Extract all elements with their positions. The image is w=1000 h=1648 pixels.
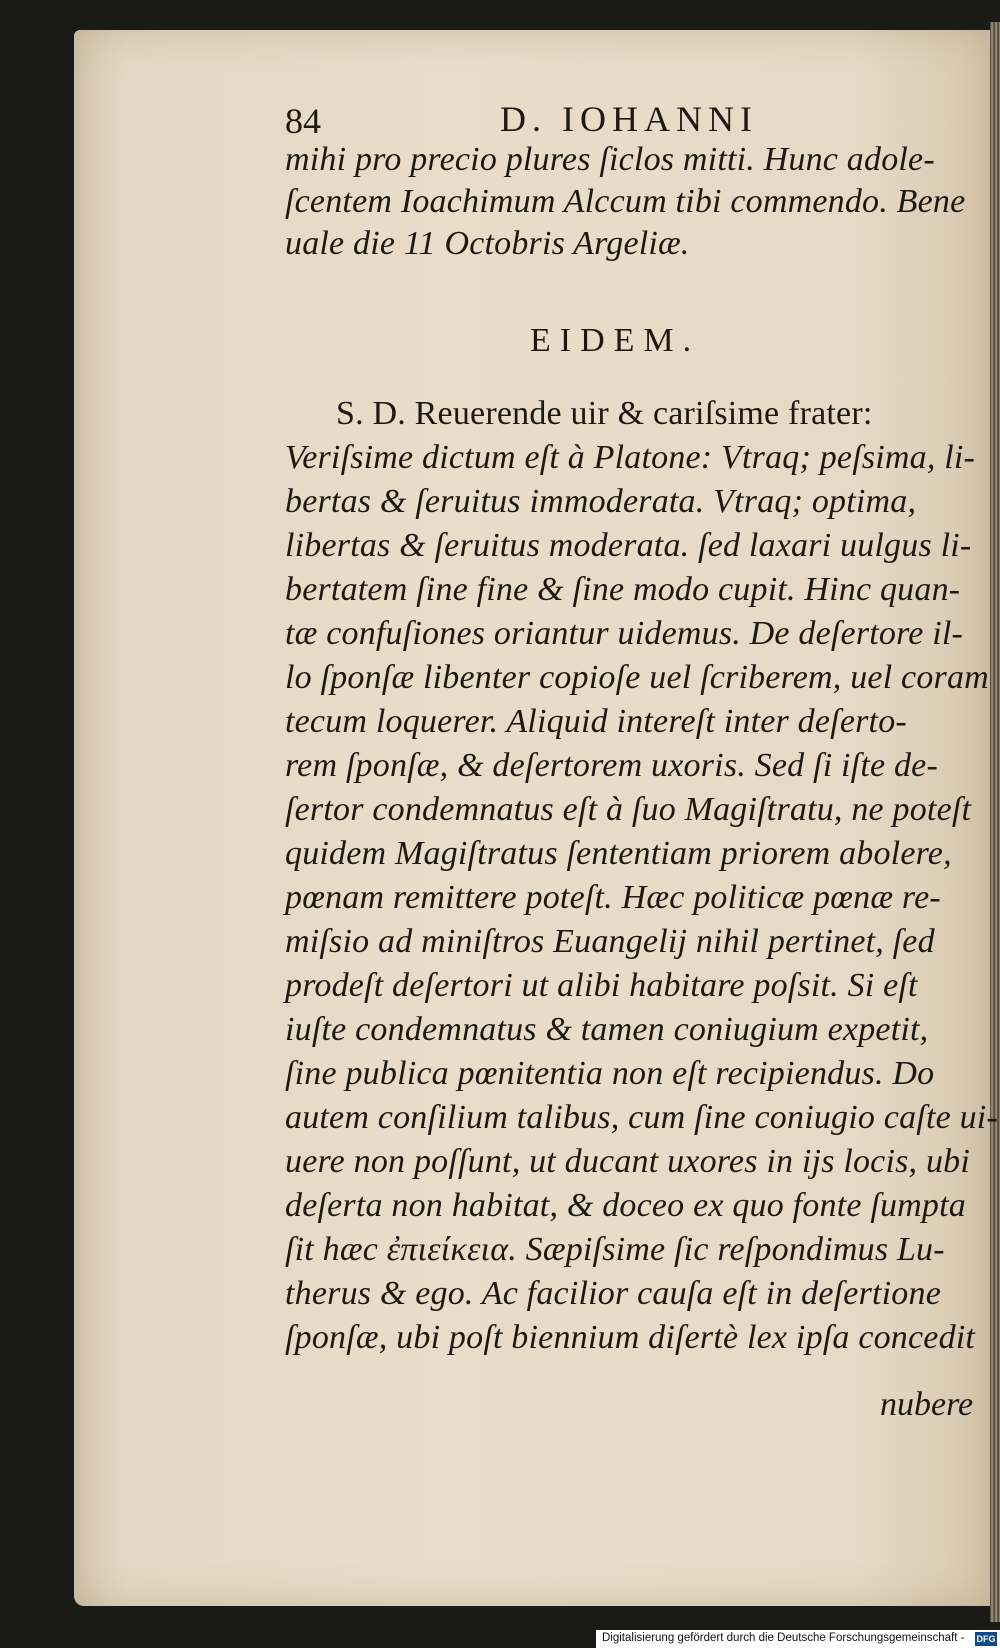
text-line: ſit hæc ἐπιείκεια. Sæpiſsime ſic reſpondimus Lu- [285,1231,945,1268]
text-line: deſerta non habitat, & doceo ex quo fonte ſumpta [285,1187,966,1224]
text-line: autem conſilium talibus, cum ſine coniugio caſte ui- [285,1099,998,1136]
text-line: iuſte condemnatus & tamen coniugium expetit, [285,1011,929,1048]
text-line: uere non poſſunt, ut ducant uxores in ijs locis, ubi [285,1143,970,1180]
catchword: nubere [880,1386,974,1423]
text-line: lo ſponſæ libenter copioſe uel ſcriberem, uel coram [285,659,989,696]
text-line: ſertor condemnatus eſt à ſuo Magiſtratu, ne poteſt [285,791,972,828]
text-line: rem ſponſæ, & deſertorem uxoris. Sed ſi iſte de- [285,747,938,784]
text-line: quidem Magiſtratus ſententiam priorem abolere, [285,835,952,872]
text-line: miſsio ad miniſtros Euangelij nihil pertinet, ſed [285,923,935,960]
page-number: 84 [285,101,321,141]
text-line: bertatem ſine fine & ſine modo cupit. Hinc quan- [285,571,961,608]
text-line: bertas & ſeruitus immoderata. Vtraq; optima, [285,483,917,520]
text-line: libertas & ſeruitus moderata. ſed laxari uulgus li- [285,527,972,564]
text-line: S. D. Reuerende uir & cariſsime frater: [336,395,873,432]
dfg-logo-icon: DFG [976,1634,996,1644]
text-line: tecum loquerer. Aliquid intereſt inter deſerto- [285,703,907,740]
text-line: therus & ego. Ac facilior cauſa eſt in deſertione [285,1275,941,1312]
running-title: D. IOHANNI [500,99,758,139]
text-line: Veriſsime dictum eſt à Platone: Vtraq; peſsima, li- [285,439,976,476]
text-line: mihi pro precio plures ſiclos mitti. Hunc adole- [285,141,935,178]
text-line: tæ confuſiones oriantur uidemus. De deſertore il- [285,615,964,652]
text-line: ſcentem Ioachimum Alccum tibi commendo. Bene [285,183,966,220]
text-line: ſine publica pœnitentia non eſt recipiendus. Do [285,1055,935,1092]
text-line: prodeſt deſertori ut alibi habitare poſsit. Si eſt [285,967,918,1004]
text-line: uale die 11 Octobris Argeliæ. [285,225,690,262]
text-line: pœnam remittere poteſt. Hæc politicæ pœnæ re- [285,879,941,916]
section-heading: EIDEM. [530,322,701,359]
footer-credit: Digitalisierung gefördert durch die Deutsche Forschungsgemeinschaft - [602,1632,965,1644]
text-line: ſponſæ, ubi poſt biennium diſertè lex ipſa concedit [285,1319,976,1356]
